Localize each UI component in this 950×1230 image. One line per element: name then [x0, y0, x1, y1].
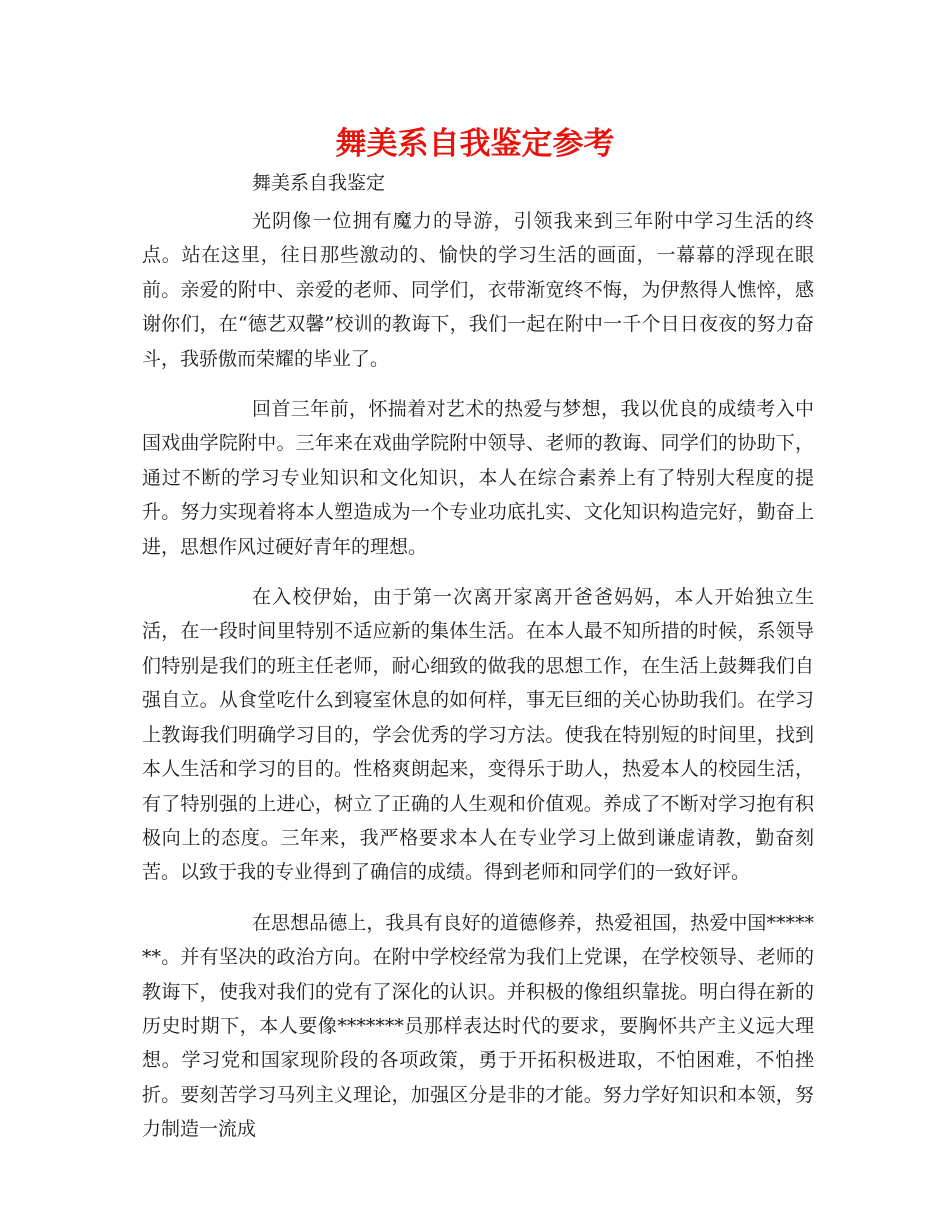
paragraph-3: 在入校伊始，由于第一次离开家离开爸爸妈妈，本人开始独立生活，在一段时间里特别不适应新的集体生活。在本人最不知所措的时候，系领导们特别是我们的班主任老师，耐心细致的做我的思想工作，在生活上鼓舞我们自强自立。从食堂吃什么到寝室休息的如何样，事无巨细的关心协助我们。在学习上教诲我们明确学习目的，学会优秀的学习方法。使我在特别短的时间里，找到本人生活和学习的目的。性格爽朗起来，变得乐于助人，热爱本人的校园生活，有了特别强的上进心，树立了正确的人生观和价值观。养成了不断对学习抱有积极向上的态度。三年来，我严格要求本人在专业学习上做到谦虚请教，勤奋刻苦。以致于我的专业得到了确信的成绩。得到老师和同学们的一致好评。: [142, 586, 814, 884]
document-title: 舞美系自我鉴定参考: [335, 126, 615, 162]
paragraph-4: 在思想品德上，我具有良好的道德修养，热爱祖国，热爱中国*******。并有坚决的政治方向。在附中学校经常为我们上党课，在学校领导、老师的教诲下，使我对我们的党有了深化的认识。并积极的像组织靠拢。明白得在新的历史时期下，本人要像*******员那样表达时代的要求，要胸怀共产主义远大理想。学习党和国家现阶段的各项政策，勇于开拓积极进取，不怕困难，不怕挫折。要刻苦学习马列主义理论，加强区分是非的才能。努力学好知识和本领，努力制造一流成: [142, 911, 814, 1141]
document-subtitle: 舞美系自我鉴定: [252, 172, 386, 194]
paragraph-2: 回首三年前，怀揣着对艺术的热爱与梦想，我以优良的成绩考入中国戏曲学院附中。三年来在戏曲学院附中领导、老师的教诲、同学们的协助下，通过不断的学习专业知识和文化知识，本人在综合素养上有了特别大程度的提升。努力实现着将本人塑造成为一个专业功底扎实、文化知识构造完好，勤奋上进，思想作风过硬好青年的理想。: [142, 398, 814, 558]
paragraph-1: 光阴像一位拥有魔力的导游，引领我来到三年附中学习生活的终点。站在这里，往日那些激动的、愉快的学习生活的画面，一幕幕的浮现在眼前。亲爱的附中、亲爱的老师、同学们，衣带渐宽终不悔，为伊熬得人憔悴，感谢你们，在“德艺双馨”校训的教诲下，我们一起在附中一千个日日夜夜的努力奋斗，我骄傲而荣耀的毕业了。: [142, 210, 814, 370]
document-body: [142, 166, 814, 1147]
